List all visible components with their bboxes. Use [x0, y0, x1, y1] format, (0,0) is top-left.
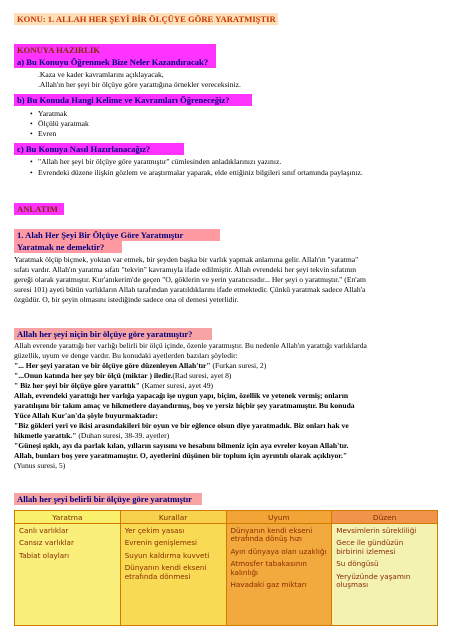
b-item: • Evren — [30, 129, 57, 138]
s1-line: Yaratmak ölçüp biçmek, yoktan var etmek, bir şeyden başka bir varlık yapmak anlamına gelir. Allah'ın "yaratma" — [14, 255, 359, 264]
table-header: Düzen — [332, 511, 438, 524]
hazirlik-heading: KONUYA HAZIRLIK — [14, 44, 216, 56]
table-cell-item: Evrenin genişlemesi — [124, 538, 198, 548]
b-item-text: Evren — [38, 129, 57, 138]
s2-line — [14, 381, 213, 391]
column-kurallar — [120, 524, 226, 626]
section-a-heading: a) Bu Konuyu Öğrenmek Bize Neler Kazandıracak? — [14, 56, 216, 68]
b-item: • Ölçülü yaratmak — [30, 119, 89, 128]
s2-quote: hikmetle yarattık." — [14, 431, 77, 440]
table-row — [15, 524, 438, 626]
table-cell-item: Mevsimlerin sürekliliği — [336, 526, 417, 535]
s1-line: suresi 101) ayeti bütün varlıkların Allah tarafından yaratıldıklarını ifade etmektedir. Çünkü yaratmak sadece Allah'a — [14, 285, 366, 294]
section-1-subheading: Yaratmak ne demektir? — [14, 241, 122, 253]
section-1-heading: 1. Alah Her Şeyi Bir Ölçüye Göre Yaratmıştır — [14, 229, 220, 241]
c-item-text: "Allah her şeyi bir ölçüye göre yaratmıştır" cümlesinden anladıklarınızı yazınız. — [38, 157, 282, 166]
s2-line: Yüce Allah Kur'an'da şöyle buyurmaktadır: — [14, 411, 158, 420]
table-cell-item: Gece ile gündüzün birbirini izlemesi — [336, 538, 404, 556]
column-duzen — [332, 524, 438, 626]
s1-line: özgüdür. O, bir şeyin olmasını istediğinde sadece ona ol demesi yeterlidir. — [14, 295, 239, 304]
s1-line: gereği olarak yaratmıştır. Kur'anıkerim'de geçen "O, göklerin ve yerin yaratıcısıdır... Her şeyi o yaratmıştır." (En'am — [14, 275, 366, 284]
anlatim-heading: ANLATIM — [14, 203, 64, 215]
c-item: • "Allah her şeyi bir ölçüye göre yaratmıştır" cümlesinden anladıklarınızı yazınız. — [30, 157, 282, 166]
table-cell-item: Tabiat olayları — [19, 550, 70, 560]
s1-line: sıfatı vardır. Allah'ın yaratma sıfatı "tekvin" kavramıyla ifade edilmiştir. Allah evrendeki her şeyi tekvin sıfatının — [14, 265, 357, 274]
s2-line — [14, 431, 169, 441]
table-cell-item: Dünyanın kendi ekseni etrafında dönüş hızı — [230, 526, 313, 544]
table-cell-item: Havadaki gaz miktarı — [230, 580, 307, 590]
table-header-row — [15, 511, 438, 524]
b-item: • Yaratmak — [30, 109, 68, 118]
table-cell-item: Yeryüzünde yaşamın oluşması — [336, 571, 411, 590]
table-cell-item: Ayın dünyaya olan uzaklığı — [230, 546, 327, 556]
table-header: Kurallar — [120, 511, 226, 524]
table-header: Yaratma — [15, 511, 121, 524]
section-c-heading: c) Bu Konuya Nasıl Hazırlanacağız? — [14, 143, 184, 155]
table-cell-item: Atmosfer tabakasının kalınlığı — [230, 559, 307, 577]
table-header: Uyum — [226, 511, 332, 524]
table-cell-item: Dünyanın kendi ekseni etrafında dönmesi — [124, 563, 207, 581]
s2-source: (Furkan suresi, 2) — [210, 361, 267, 370]
column-uyum — [226, 524, 332, 626]
table-cell-item: Yer çekim yasası — [124, 526, 185, 535]
page-title: KONU: 1. ALLAH HER ŞEYİ BİR ÖLÇÜYE GÖRE YARATMIŞTIR — [14, 13, 278, 25]
s2-line: güzellik, uyum ve denge vardır. Bu konudaki ayetlerden bazıları şöyledir: — [14, 351, 238, 360]
s2-source: (Rad suresi, ayet 8) — [172, 371, 232, 380]
s2-line: Allah, evrendeki yarattığı her varlığa yapacağı işe uygun yapı, biçim, özellik ve yetenek vermiş; onların — [14, 391, 349, 400]
b-item-text: Ölçülü yaratmak — [38, 119, 89, 128]
c-item-text: Evrendeki düzene ilişkin gözlem ve araştırmalar yaparak, elde ettiğiniz bilgileri sınıf ortamında paylaşınız. — [38, 168, 363, 177]
s2-quote: "...Onun katında her şey bir ölçü (miktar ) iledir. — [14, 371, 173, 380]
s2-line — [14, 371, 231, 381]
s2-quote: " Biz her şeyi bir ölçüye göre yarattık" — [14, 381, 140, 390]
s2-source: (Kamer suresi, ayet 49) — [139, 381, 214, 390]
s2-line: "Güneşi ışıklı, ayı da parlak kılan, yılların sayısını ve hesabını bilmeniz için aya evreler koyan Allah'tır. — [14, 441, 349, 450]
s2-line: Allah evrende yarattığı her varlığı belirli bir ölçü içinde, özenle yaratmıştır. Bu nedenle Allah'ın yarattığı varlıklarda — [14, 341, 367, 350]
c-item: • Evrendeki düzene ilişkin gözlem ve araştırmalar yaparak, elde ettiğiniz bilgileri sınıf ortamında paylaşınız. — [30, 168, 363, 177]
s2-line: Allah, bunları boş yere yaratmamıştır. O, ayetlerini düşünen bir toplum için ayrıntılı olarak açıklıyor." — [14, 451, 348, 460]
a-item: .Kaza ve kader kavramlarını açıklayacak, — [38, 70, 164, 79]
s2-quote: "... Her şeyi yaratan ve bir ölçüye göre düzenleyen Allah'tır" — [14, 361, 211, 370]
s2-line: yaratılışını bir takım amaç ve hikmetlere dayandırmış, boş ve yersiz hiçbir şey yaratmamıştır. Bu konuda — [14, 401, 355, 410]
table-cell-item: Cansız varlıklar — [19, 538, 74, 548]
section-b-heading: b) Bu Konuda Hangi Kelime ve Kavramları Öğreneceğiz? — [14, 94, 252, 106]
s2-source: (Duhan suresi, 38-39. ayetler) — [76, 431, 170, 440]
section-3-heading: Allah her şeyi belirli bir ölçüye göre yaratmıştır — [14, 493, 202, 505]
section-2-heading: Allah her şeyi niçin bir ölçüye göre yaratmıştır? — [14, 328, 212, 340]
a-item: .Allah'ın her şeyi bir ölçüye göre yarattığına örnekler vereceksiniz. — [38, 80, 241, 89]
s2-line — [14, 361, 266, 371]
s2-line: "Biz gökleri yeri ve ikisi arasındakileri bir oyun ve bir eğlence olsun diye yaratmadık. Biz onları hak ve — [14, 421, 349, 430]
table-cell-item: Canlı varlıklar — [19, 526, 69, 535]
b-item-text: Yaratmak — [38, 109, 68, 118]
table-cell-item: Su döngüsü — [336, 559, 379, 569]
concept-table — [14, 510, 438, 626]
s2-line: (Yunus suresi, 5) — [14, 461, 66, 470]
column-yaratma — [15, 524, 121, 626]
table-cell-item: Suyun kaldırma kuvveti — [124, 550, 210, 560]
